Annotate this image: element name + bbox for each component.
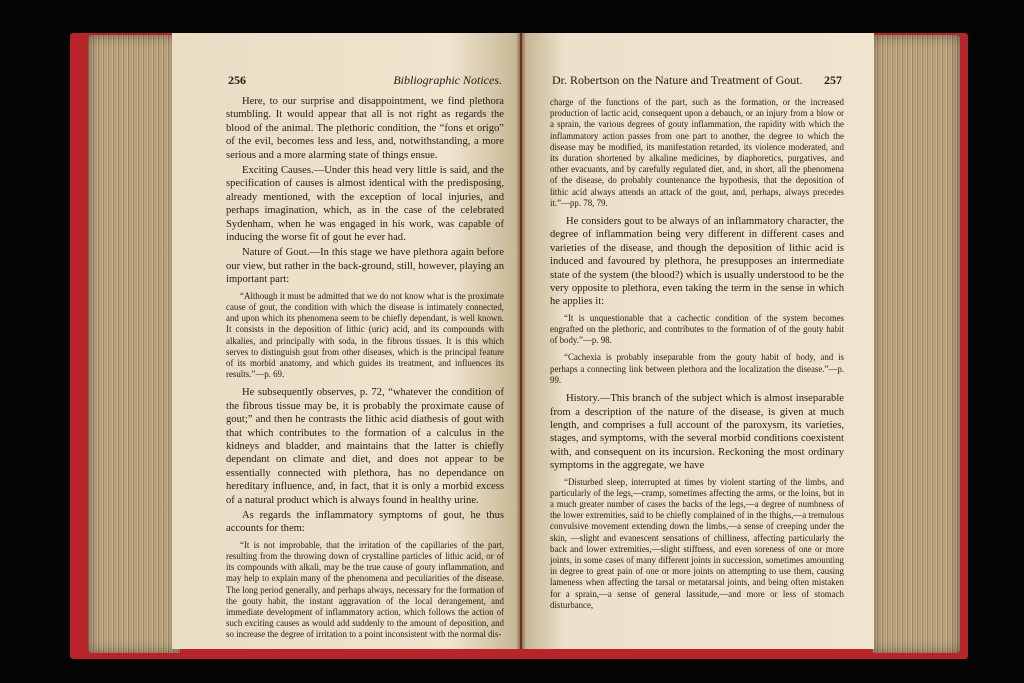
- right-page: [522, 33, 874, 649]
- right-page-edges: [872, 35, 960, 653]
- block-quote: “Cachexia is probably inseparable from the gouty habit of body, and is perhaps a connecting link between plethora and the localization the disease.”—p. 99.: [550, 352, 844, 385]
- block-quote: “It is unquestionable that a cachectic condition of the system becomes engrafted on the plethoric, and contributes to the formation of of the gouty habit of body.”—p. 98.: [550, 312, 844, 346]
- paragraph: He considers gout to be always of an inflammatory character, the degree of inflammation being very different in different cases and varieties of the disease, and though the deposition of lithic acid is induced and favoured by plethora, he presupposes an intermediate state of the system (the blood?) which is usually understood to be the very opposite to plethora, even taking the term in the sense in which he applies it:: [550, 216, 844, 308]
- right-page-header: [552, 73, 842, 88]
- page-number: 257: [824, 73, 842, 87]
- left-page-header: [228, 73, 502, 88]
- page-number: 256: [228, 73, 246, 87]
- block-quote: “Although it must be admitted that we do not know what is the proximate cause of gout, the condition with which the disease is intimately connected, and upon which its phenomena seem to be chiefly dependant, is well known. It consists in the deposition of lithic (uric) acid, and its compounds with alkalies, and principally with soda, in the fibrous tissues. It is this which serves to distinguish gout from other diseases, which is the principal feature of its morbid anatomy, and which guides its treatment, and influences its results.”—p. 69.: [226, 290, 504, 380]
- book-gutter: [516, 33, 526, 649]
- block-quote: “Disturbed sleep, interrupted at times by violent starting of the limbs, and particularly of the legs,—cramp, sometimes affecting the arms, or the loins, but in a much greater number of cases the backs of the legs,—a degree of numbness of the lower extremities, said to be chiefly complained of in the thighs,—a tremulous convulsive movement extending down the limbs,—a sense of creeping under the skin, —slight and evanescent sensations of chilliness, affecting particularly the back and lower extremities,—slight stiffness, and even soreness of one or more joints, in some cases of many different joints in succession, sometimes amounting in degree to great pain of one or more joints on attempting to use them, causing lameness when affecting the tarsal or metatarsal joints, and being often mistaken for a sprain,—a sense of general lassitude,—and more or less of stomach disturbance,: [550, 476, 844, 610]
- running-head: Bibliographic Notices.: [393, 73, 502, 87]
- running-head: Dr. Robertson on the Nature and Treatment of Gout.: [552, 73, 803, 87]
- left-page-edges: [88, 35, 180, 653]
- left-page-body: [226, 95, 504, 647]
- block-quote: “It is not improbable, that the irritation of the capillaries of the part, resulting from the throwing down of crystalline particles of lithic acid, or of its compounds with alkali, may be the true cause of gouty inflammation, and may help to explain many of the phenomena and peculiarities of the disease. The long period generally, and perhaps always, necessary for the formation of the gouty habit, the instant aggravation of the local derangement, and immediate development of inflammatory action, which follows the action of such exciting causes as would add suddenly to the amount of deposition, and so increase the degree of irritation to a point inconsistent with the normal dis-: [226, 539, 504, 640]
- block-quote-continued: charge of the functions of the part, such as the formation, or the increased production of lactic acid, consequent upon a debauch, or an injury from a blow or a sprain, the various degrees of gouty inflammation, the rapidity with which the inflammatory action passes from one part to another, the degree to which the disease may be modified, its manifestation retarded, its violence moderated, and its duration shortened by alkaline medicines, by diaphoretics, purgatives, and other evacuants, and by carefully regulated diet, and, in short, all the phenomena of the disease, do probably countenance the hypothesis, that the deposition of lithic acid always attends an attack of the gout, and, perhaps, always precedes it.”—pp. 78, 79.: [550, 97, 844, 208]
- right-page-body: [550, 93, 844, 617]
- paragraph: Nature of Gout.—In this stage we have plethora again before our view, but rather in the back-ground, still, however, playing an important part:: [226, 247, 504, 286]
- paragraph: He subsequently observes, p. 72, “whatever the condition of the fibrous tissue may be, it is probably the proximate cause of gout;” and then he contrasts the lithic acid diathesis of gout with that which contributes to the formation of a calculus in the kidneys and bladder, and maintains that the latter is chiefly dependant on climate and diet, and does not appear to be essentially connected with plethora, has no dependance on hereditary influence, and, in fact, that it is only a morbid excess of a natural product which is always found in healthy urine.: [226, 387, 504, 506]
- paragraph: History.—This branch of the subject which is almost inseparable from a description of the nature of the disease, is given at much length, and comprises a full account of the paroxysm, its varieties, stages, and symptoms, with the several morbid conditions coexistent with, and consequent on its incursion. Reckoning the most ordinary symptoms in the aggregate, we have: [550, 393, 844, 472]
- left-page: [172, 33, 520, 649]
- paragraph: As regards the inflammatory symptoms of gout, he thus accounts for them:: [226, 509, 504, 535]
- paragraph: Here, to our surprise and disappointment, we find plethora stumbling. It would appear that all is not right as regards the blood of the animal. The plethoric condition, the “fons et origo” of the evil, becomes less and less, and, notwithstanding, a more serious and a more alarming state of things ensue.: [226, 96, 504, 161]
- paragraph: Exciting Causes.—Under this head very little is said, and the specification of causes is almost identical with the predisposing, already mentioned, with the exception of local injuries, and perhaps imagination, which, as in the case of the celebrated Sydenham, when he was engaged in his work, was capable of inducing the worse fit of gout he ever had.: [226, 165, 504, 244]
